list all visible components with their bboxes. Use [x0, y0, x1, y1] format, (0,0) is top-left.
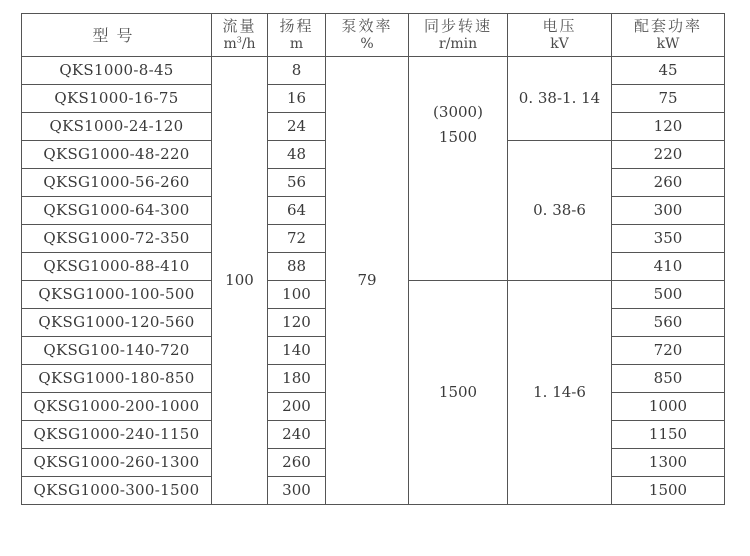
efficiency-merged-cell: 79 — [326, 57, 409, 505]
header-speed-label: 同步转速 — [423, 17, 492, 35]
model-cell: QKSG1000-48-220 — [22, 141, 212, 169]
model-cell: QKSG1000-240-1150 — [22, 421, 212, 449]
header-head — [268, 14, 326, 57]
speed-group1 — [409, 104, 507, 146]
header-efficiency-label: 泵效率 — [341, 17, 393, 35]
speed-merged-cell-1 — [409, 57, 508, 281]
head-cell: 24 — [268, 113, 326, 141]
header-speed-unit: r/min — [438, 36, 478, 52]
model-cell: QKS1000-8-45 — [22, 57, 212, 85]
header-efficiency — [326, 14, 409, 57]
header-flow-unit — [212, 36, 267, 53]
header-flow-label: 流量 — [222, 17, 257, 35]
head-cell: 200 — [268, 393, 326, 421]
head-cell: 300 — [268, 477, 326, 505]
header-head-label: 扬程 — [279, 17, 314, 35]
power-cell: 1500 — [612, 477, 725, 505]
power-cell: 220 — [612, 141, 725, 169]
power-cell: 75 — [612, 85, 725, 113]
pump-spec-table — [21, 13, 725, 505]
model-cell: QKS1000-16-75 — [22, 85, 212, 113]
power-cell: 350 — [612, 225, 725, 253]
model-cell: QKS1000-24-120 — [22, 113, 212, 141]
header-model-label: 型号 — [92, 25, 141, 45]
head-cell: 88 — [268, 253, 326, 281]
model-cell: QKSG1000-200-1000 — [22, 393, 212, 421]
model-cell: QKSG1000-56-260 — [22, 169, 212, 197]
head-cell: 260 — [268, 449, 326, 477]
power-cell: 1000 — [612, 393, 725, 421]
head-cell: 100 — [268, 281, 326, 309]
voltage-merged-cell-3: 1. 14-6 — [508, 281, 612, 505]
speed-merged-cell-2: 1500 — [409, 281, 508, 505]
voltage-merged-cell-2: 0. 38-6 — [508, 141, 612, 281]
model-cell: QKSG100-140-720 — [22, 337, 212, 365]
power-cell: 500 — [612, 281, 725, 309]
power-cell: 560 — [612, 309, 725, 337]
flow-merged-cell: 100 — [212, 57, 268, 505]
model-cell: QKSG1000-88-410 — [22, 253, 212, 281]
power-cell: 1300 — [612, 449, 725, 477]
head-cell: 16 — [268, 85, 326, 113]
header-flow — [212, 14, 268, 57]
header-head-unit: m — [289, 36, 304, 52]
model-cell: QKSG1000-180-850 — [22, 365, 212, 393]
header-row — [22, 14, 725, 57]
head-cell: 180 — [268, 365, 326, 393]
header-voltage-unit: kV — [550, 36, 569, 52]
head-cell: 48 — [268, 141, 326, 169]
flow-unit-sup: 3 — [236, 35, 242, 45]
header-voltage-label: 电压 — [542, 17, 577, 35]
table-row — [22, 57, 725, 85]
head-cell: 64 — [268, 197, 326, 225]
speed-group1-line1: (3000) — [433, 102, 483, 121]
speed-group1-line2: 1500 — [438, 127, 478, 146]
power-cell: 45 — [612, 57, 725, 85]
header-voltage — [508, 14, 612, 57]
head-cell: 8 — [268, 57, 326, 85]
model-cell: QKSG1000-72-350 — [22, 225, 212, 253]
header-speed — [409, 14, 508, 57]
head-cell: 72 — [268, 225, 326, 253]
header-efficiency-unit: % — [360, 36, 374, 52]
model-cell: QKSG1000-260-1300 — [22, 449, 212, 477]
power-cell: 1150 — [612, 421, 725, 449]
header-power-label: 配套功率 — [633, 17, 702, 35]
head-cell: 240 — [268, 421, 326, 449]
power-cell: 120 — [612, 113, 725, 141]
power-cell: 850 — [612, 365, 725, 393]
header-power-unit: kW — [656, 36, 680, 52]
power-cell: 300 — [612, 197, 725, 225]
power-cell: 260 — [612, 169, 725, 197]
head-cell: 120 — [268, 309, 326, 337]
head-cell: 56 — [268, 169, 326, 197]
head-cell: 140 — [268, 337, 326, 365]
header-power — [612, 14, 725, 57]
model-cell: QKSG1000-100-500 — [22, 281, 212, 309]
model-cell: QKSG1000-64-300 — [22, 197, 212, 225]
header-model — [22, 14, 212, 57]
flow-unit-base: m — [223, 36, 237, 52]
model-cell: QKSG1000-300-1500 — [22, 477, 212, 505]
power-cell: 720 — [612, 337, 725, 365]
flow-unit-tail: /h — [241, 36, 256, 52]
voltage-merged-cell-1: 0. 38-1. 14 — [508, 57, 612, 141]
model-cell: QKSG1000-120-560 — [22, 309, 212, 337]
power-cell: 410 — [612, 253, 725, 281]
